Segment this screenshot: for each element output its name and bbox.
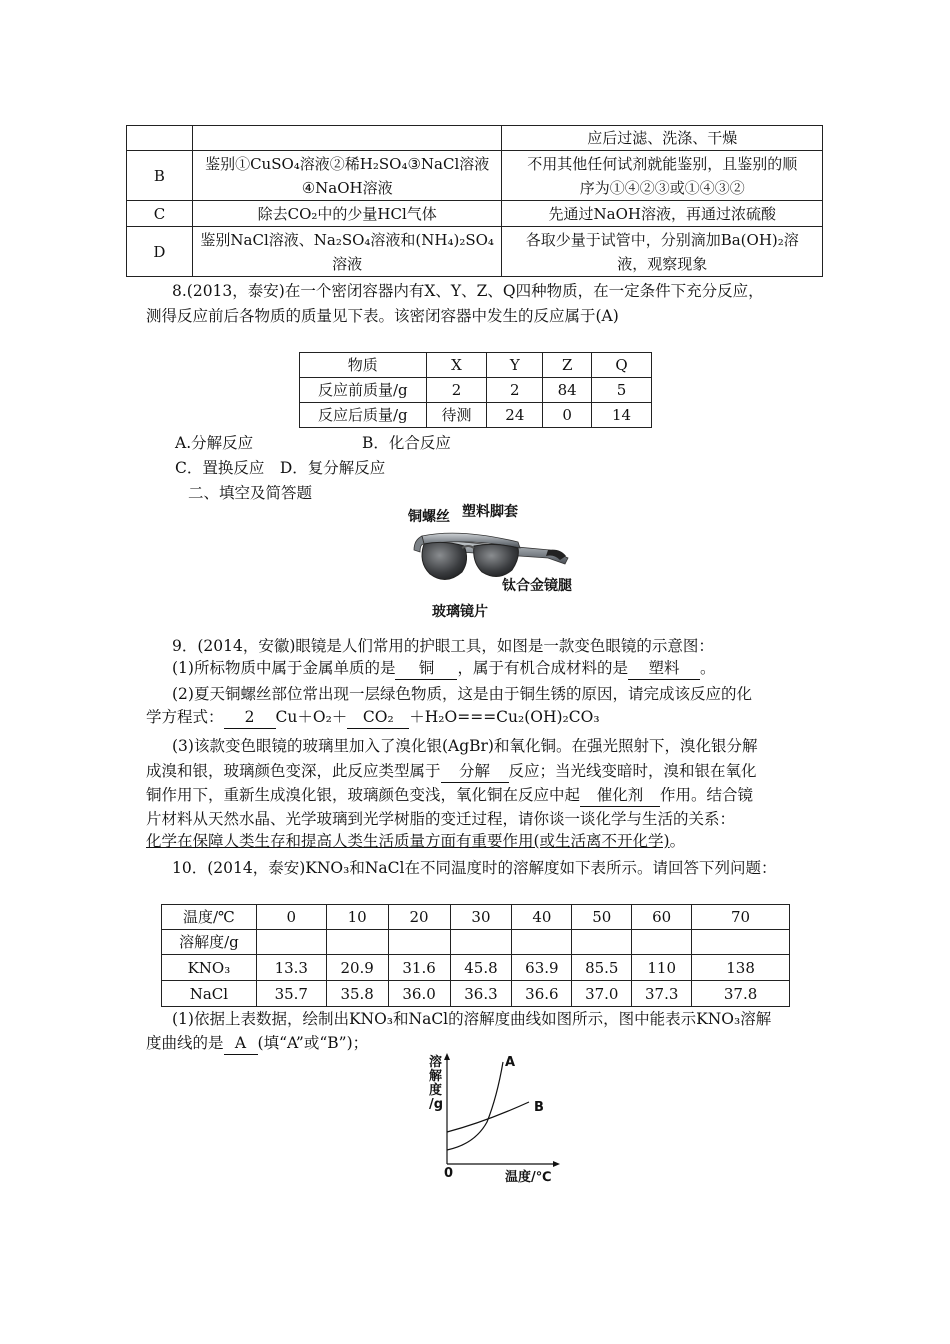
x-axis-arrow <box>553 1161 560 1167</box>
solubility-curve-figure <box>425 1052 565 1182</box>
table-cell: 2 <box>426 378 487 403</box>
table-header: 0 <box>256 905 326 930</box>
table-header: 60 <box>632 905 692 930</box>
table-row <box>300 378 652 403</box>
table-header: 溶解度/g <box>162 930 257 955</box>
table-cell: 先通过NaOH溶液，再通过浓硫酸 <box>502 201 823 227</box>
answer-blank: 分解 <box>441 760 509 783</box>
q8-line1: 8.(2013，泰安)在一个密闭容器内有X、Y、Z、Q四种物质，在一定条件下充分反应， <box>172 282 764 300</box>
label-titanium-arm: 钛合金镜腿 <box>502 578 572 594</box>
table-header: 30 <box>450 905 512 930</box>
table-header: 40 <box>512 905 572 930</box>
table-header: 10 <box>326 905 388 930</box>
q9-part2-line1: (2)夏天铜螺丝部位常出现一层绿色物质，这是由于铜生锈的原因，请完成该反应的化 <box>172 685 752 703</box>
solubility-curve-svg <box>425 1052 565 1182</box>
table-header: X <box>426 353 487 378</box>
table-cell: 14 <box>592 403 652 428</box>
label-copper-screw: 铜螺丝 <box>408 509 450 525</box>
table-cell: 应后过滤、洗涤、干燥 <box>502 126 823 151</box>
q8-option-cd: C．置换反应 D．复分解反应 <box>175 459 386 477</box>
table-cell: 110 <box>632 955 692 981</box>
table-cell: 反应前质量/g <box>300 378 427 403</box>
table-header: Z <box>543 353 592 378</box>
table-cell: 5 <box>592 378 652 403</box>
table-cell: 除去CO₂中的少量HCl气体 <box>192 201 502 227</box>
q9-part1: (1)所标物质中属于金属单质的是 铜 ，属于有机合成材料的是 塑料 。 <box>172 657 716 680</box>
x-axis-label: 温度/℃ <box>505 1170 552 1185</box>
table-cell: 2 <box>487 378 543 403</box>
curve-a-label: A <box>505 1055 516 1070</box>
table-header: Y <box>487 353 543 378</box>
table-cell: 35.8 <box>326 981 388 1007</box>
table-header: 50 <box>572 905 632 930</box>
q9-part3-line5: 化学在保障人类生存和提高人类生活质量方面有重要作用(或生活离不开化学)。 <box>146 832 686 850</box>
curve-b-label: B <box>534 1100 544 1115</box>
table-header: 物质 <box>300 353 427 378</box>
q9-part3-line4: 片材料从天然水晶、光学玻璃到光学树脂的变迁过程，请你谈一谈化学与生活的关系： <box>146 810 736 828</box>
table-row <box>162 955 790 981</box>
table-cell: 37.8 <box>692 981 790 1007</box>
table-cell <box>127 126 193 151</box>
origin-label: 0 <box>444 1166 454 1181</box>
q8-line2: 测得反应前后各物质的质量见下表。该密闭容器中发生的反应属于(A) <box>146 307 619 325</box>
table-header: 20 <box>388 905 450 930</box>
answer-blank: 塑料 <box>628 657 700 680</box>
table-header: 温度/℃ <box>162 905 257 930</box>
q9-part3-line1: (3)该款变色眼镜的玻璃里加入了溴化银(AgBr)和氧化铜。在强光照射下，溴化银分解 <box>172 737 758 755</box>
solubility-table <box>161 904 790 1007</box>
answer-blank: 2 <box>224 706 276 729</box>
y-axis-arrow <box>444 1053 450 1060</box>
q10-part1-line2: 度曲线的是 A (填“A”或“B”)； <box>146 1032 368 1055</box>
table-cell: 35.7 <box>256 981 326 1007</box>
table-cell: 45.8 <box>450 955 512 981</box>
option-label: D <box>127 227 193 277</box>
table-cell: 13.3 <box>256 955 326 981</box>
answer-blank: 催化剂 <box>580 784 660 807</box>
option-label: C <box>127 201 193 227</box>
label-glass-lens: 玻璃镜片 <box>432 604 488 620</box>
table-row <box>300 403 652 428</box>
answer-blank: 铜 <box>395 657 457 680</box>
q9-part3-line3: 铜作用下，重新生成溴化银，玻璃颜色变浅，氧化铜在反应中起 催化剂 作用。结合镜 <box>146 784 753 807</box>
table-cell: 85.5 <box>572 955 632 981</box>
q7-options-table <box>126 125 823 277</box>
answer-blank: A <box>224 1032 258 1055</box>
table-cell: 63.9 <box>512 955 572 981</box>
option-label: B <box>127 151 193 201</box>
table-cell: KNO₃ <box>162 955 257 981</box>
table-cell: 138 <box>692 955 790 981</box>
table-cell: 0 <box>543 403 592 428</box>
y-axis-label: 溶 解 度 /g <box>429 1055 444 1112</box>
table-cell: 31.6 <box>388 955 450 981</box>
table-cell: 36.6 <box>512 981 572 1007</box>
q10-part1-line1: (1)依据上表数据，绘制出KNO₃和NaCl的溶解度曲线如图所示，图中能表示KNO₃溶解 <box>172 1010 772 1028</box>
table-header: 70 <box>692 905 790 930</box>
table-cell: 待测 <box>426 403 487 428</box>
table-cell: NaCl <box>162 981 257 1007</box>
q9-intro: 9．(2014，安徽)眼镜是人们常用的护眼工具，如图是一款变色眼镜的示意图： <box>172 637 714 655</box>
table-cell: 36.0 <box>388 981 450 1007</box>
answer-blank: CO₂ <box>347 706 409 729</box>
table-cell: 36.3 <box>450 981 512 1007</box>
table-cell <box>192 126 502 151</box>
answer-blank: 化学在保障人类生存和提高人类生活质量方面有重要作用(或生活离不开化学) <box>146 832 670 850</box>
q10-intro: 10．(2014，泰安)KNO₃和NaCl在不同温度时的溶解度如下表所示。请回答下列问题： <box>172 859 777 877</box>
section-heading: 二、填空及简答题 <box>188 484 313 502</box>
q9-part2-line2: 学方程式： 2 Cu＋O₂＋ CO₂ ＋H₂O===Cu₂(OH)₂CO₃ <box>146 706 600 729</box>
table-cell: 鉴别①CuSO₄溶液②稀H₂SO₄③NaCl溶液 ④NaOH溶液 <box>192 151 502 201</box>
table-cell: 24 <box>487 403 543 428</box>
q8-option-b: B．化合反应 <box>362 434 451 452</box>
table-cell: 84 <box>543 378 592 403</box>
table-cell: 各取少量于试管中，分别滴加Ba(OH)₂溶 液，观察现象 <box>502 227 823 277</box>
table-row <box>162 981 790 1007</box>
label-plastic-foot: 塑料脚套 <box>462 504 518 520</box>
table-cell: 37.3 <box>632 981 692 1007</box>
q8-option-a: A.分解反应 <box>175 434 254 452</box>
q9-part3-line2: 成溴和银，玻璃颜色变深，此反应类型属于 分解 反应；当光线变暗时，溴和银在氧化 <box>146 760 757 783</box>
curve-b <box>447 1102 529 1132</box>
curve-a <box>447 1062 503 1150</box>
table-cell: 20.9 <box>326 955 388 981</box>
table-header: Q <box>592 353 652 378</box>
table-cell: 鉴别NaCl溶液、Na₂SO₄溶液和(NH₄)₂SO₄ 溶液 <box>192 227 502 277</box>
table-cell: 37.0 <box>572 981 632 1007</box>
table-cell: 不用其他任何试剂就能鉴别，且鉴别的顺 序为①④②③或①④③② <box>502 151 823 201</box>
q8-mass-table <box>299 352 652 428</box>
table-cell: 反应后质量/g <box>300 403 427 428</box>
